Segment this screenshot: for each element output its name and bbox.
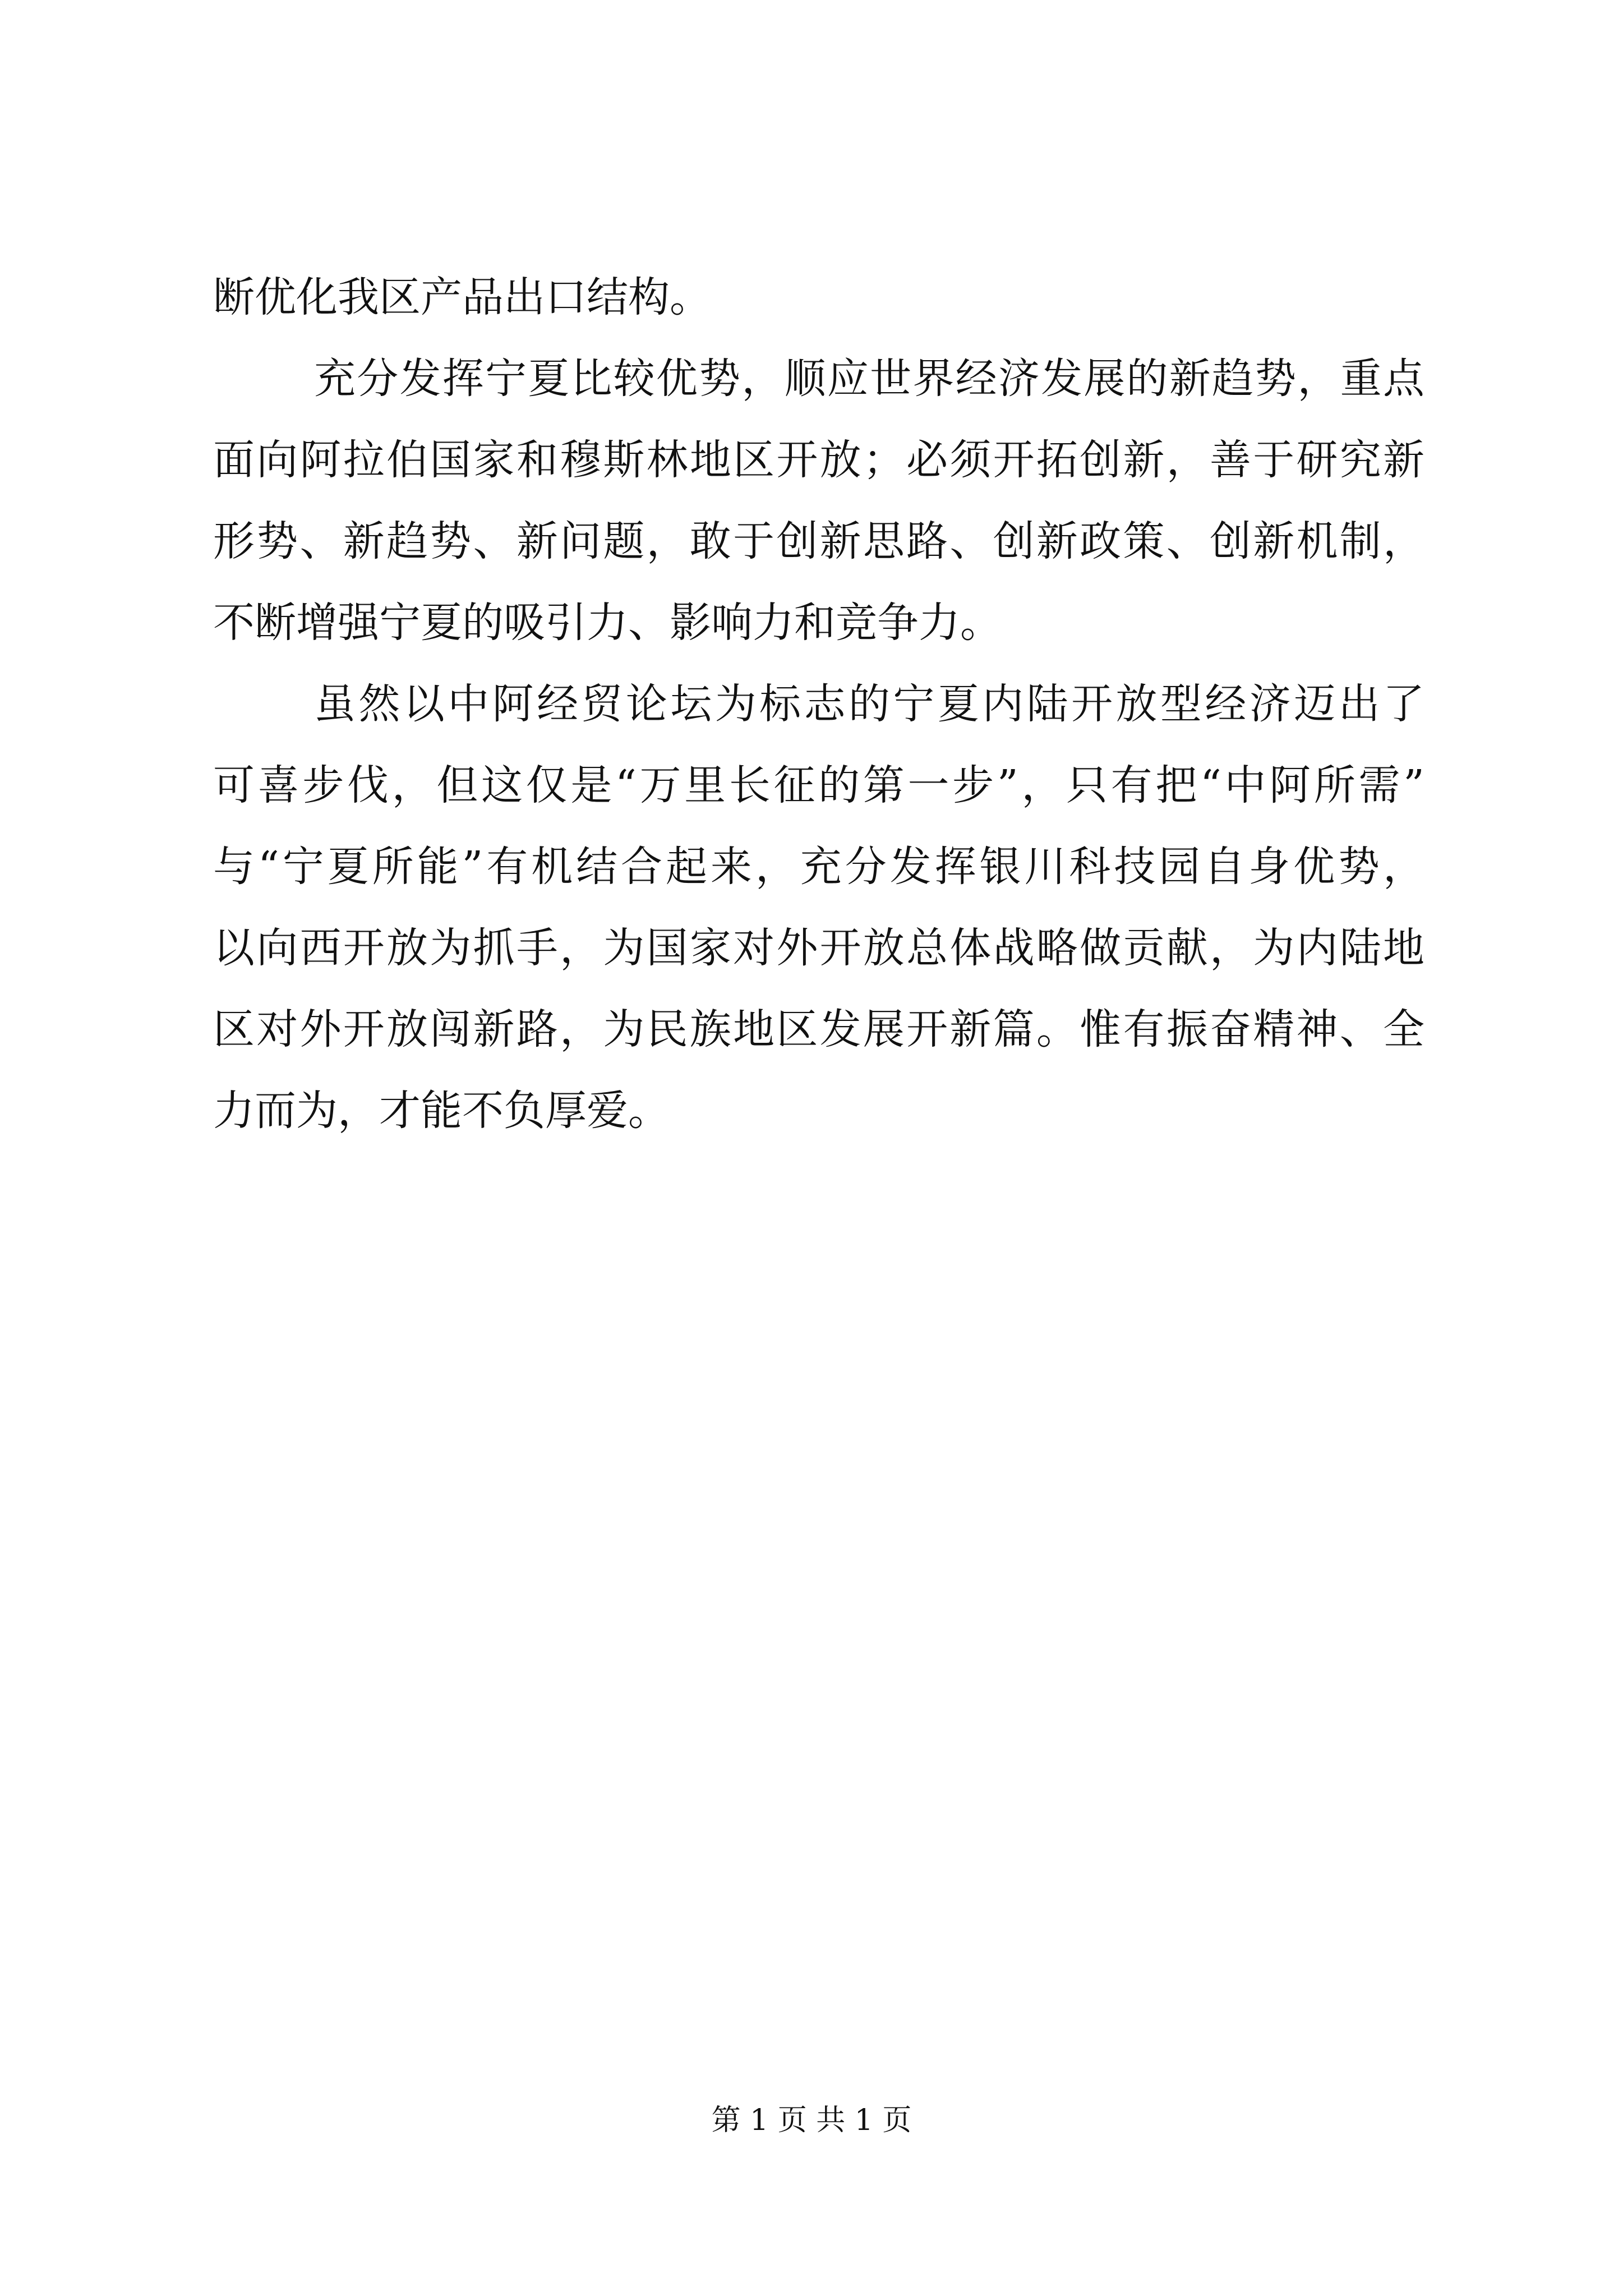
document-body <box>213 257 1424 1152</box>
page-number-label: 第 1 页 共 1 页 <box>711 2104 912 2137</box>
text-line: 与“宁夏所能”有机结合起来，充分发挥银川科技园自身优势， <box>213 843 1424 891</box>
text-line: 充分发挥宁夏比较优势，顺应世界经济发展的新趋势，重点 <box>314 355 1424 403</box>
page-footer <box>0 2101 1623 2140</box>
text-line: 断优化我区产品出口结构。 <box>213 273 711 321</box>
text-line: 区对外开放闯新路，为民族地区发展开新篇。惟有振奋精神、全 <box>213 1005 1424 1053</box>
paragraph-1 <box>213 257 1424 338</box>
text-line: 面向阿拉伯国家和穆斯林地区开放；必须开拓创新，善于研究新 <box>213 436 1424 484</box>
text-line: 力而为，才能不负厚爱。 <box>213 1087 670 1135</box>
text-line: 以向西开放为抓手，为国家对外开放总体战略做贡献，为内陆地 <box>213 924 1424 972</box>
text-line: 形势、新趋势、新问题，敢于创新思路、创新政策、创新机制， <box>213 517 1424 565</box>
text-line: 可喜步伐，但这仅是“万里长征的第一步”，只有把“中阿所需” <box>213 761 1424 809</box>
text-line: 虽然以中阿经贸论坛为标志的宁夏内陆开放型经济迈出了 <box>314 680 1424 728</box>
text-line: 不断增强宁夏的吸引力、影响力和竞争力。 <box>213 599 1002 647</box>
paragraph-3 <box>213 664 1424 1152</box>
paragraph-2 <box>213 338 1424 664</box>
